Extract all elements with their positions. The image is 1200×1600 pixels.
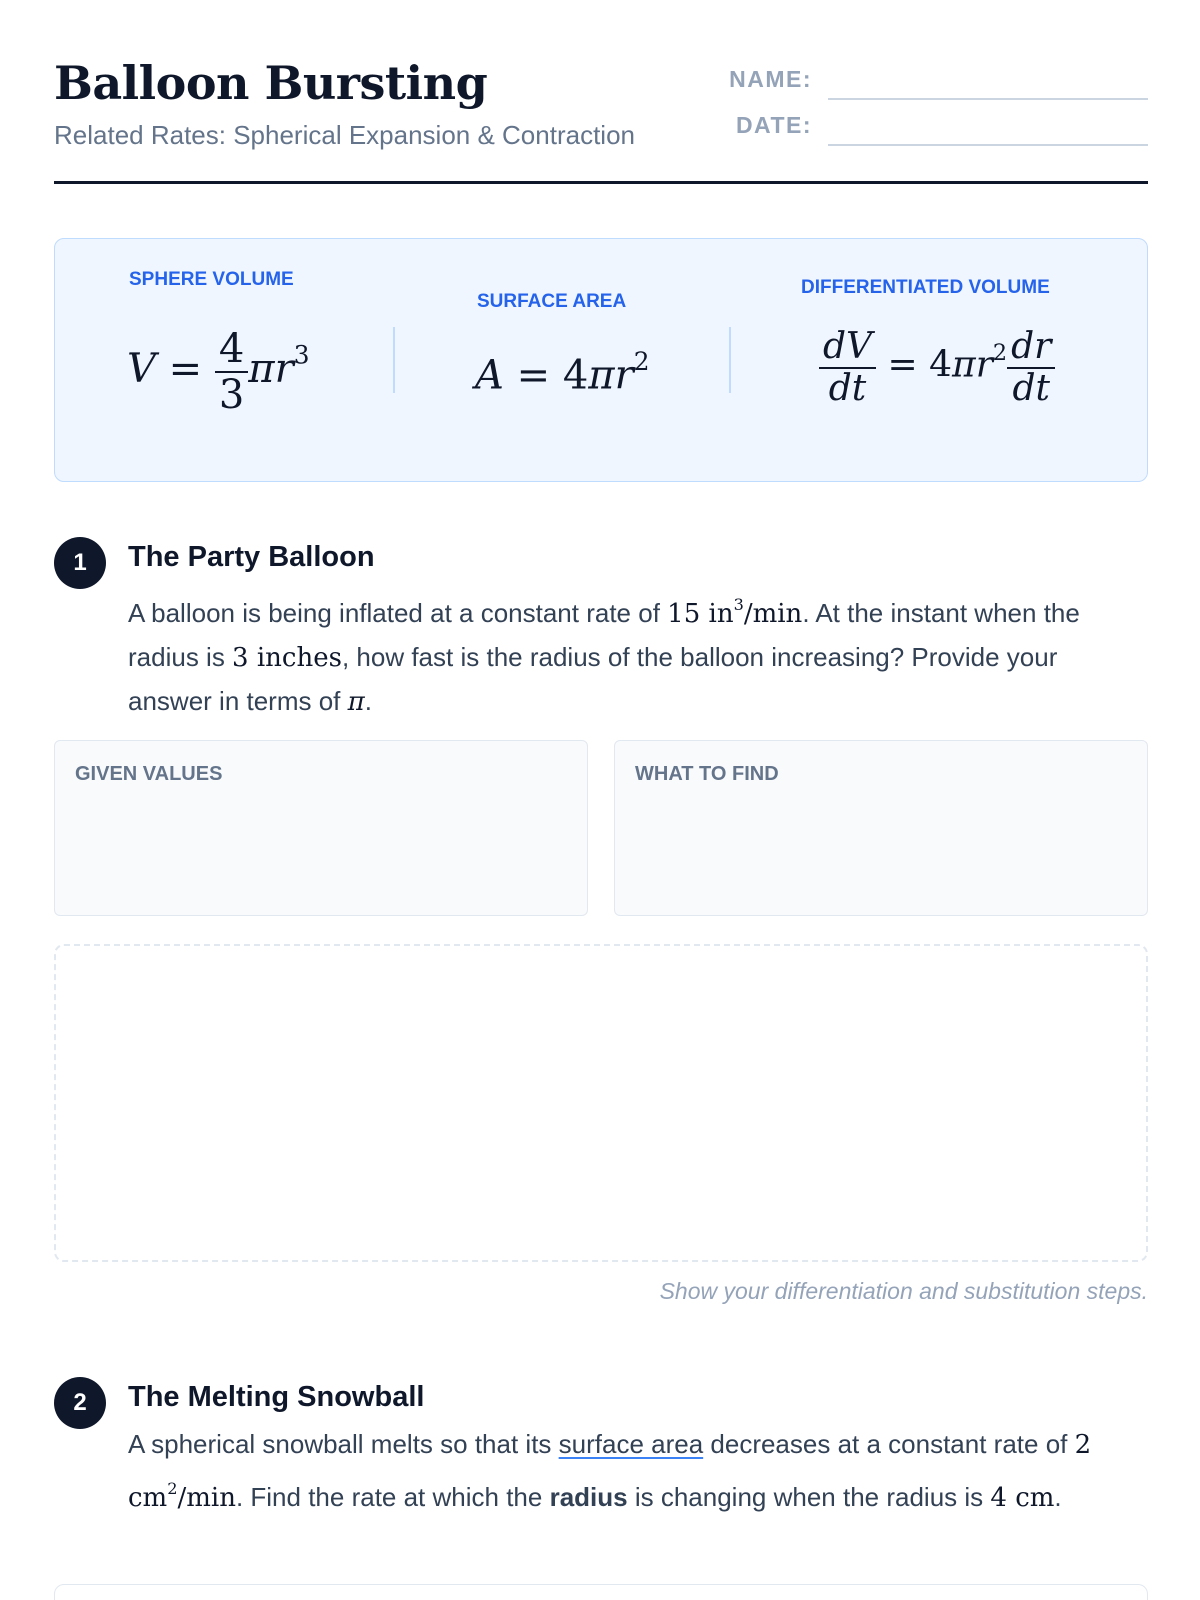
- bold-term: radius: [549, 1482, 628, 1513]
- page-title: Balloon Bursting: [54, 56, 488, 110]
- formula-label: SURFACE AREA: [477, 291, 627, 312]
- radius-value: 4: [990, 1483, 1007, 1514]
- problem-number-badge: 2: [54, 1377, 106, 1429]
- problem-text: , how fast is the radius of the balloon increasing? Provide your answer in terms of: [128, 642, 1058, 717]
- radius-unit: cm: [1015, 1483, 1055, 1514]
- formula-label: SPHERE VOLUME: [129, 269, 294, 290]
- differentiated-volume-equation: $\frac{dV}{dt}$ = $4\pi r^2$ $\frac{dr}{dt}$: [819, 327, 1055, 408]
- formula-sphere-volume: [55, 239, 395, 483]
- date-field[interactable]: [828, 108, 1148, 146]
- page-subtitle: Related Rates: Spherical Expansion & Contraction: [54, 120, 635, 150]
- worksheet-header: [54, 56, 1148, 184]
- what-to-find-label: WHAT TO FIND: [635, 763, 779, 785]
- rate-unit: cm: [128, 1483, 168, 1514]
- rate-per: /min: [743, 599, 803, 630]
- rate-exponent: 2: [167, 1479, 178, 1498]
- worksheet-page: [54, 0, 1148, 1600]
- problem-text: .: [1054, 1482, 1062, 1513]
- name-field[interactable]: [828, 62, 1148, 100]
- sphere-volume-equation: V = $\frac{4}{3}$ $\pi r^3$: [127, 326, 310, 418]
- problem-number-badge: 1: [54, 537, 106, 589]
- underlined-term: surface area: [558, 1429, 704, 1459]
- rate-per: /min: [177, 1483, 236, 1514]
- date-row: [714, 106, 1148, 146]
- work-area[interactable]: [54, 944, 1148, 1262]
- rate-value: 15: [667, 599, 701, 630]
- work-hint: Show your differentiation and substitution steps.: [659, 1278, 1148, 1304]
- problem-title: The Melting Snowball: [128, 1381, 425, 1413]
- problem-2-box[interactable]: [54, 1584, 1148, 1600]
- radius-value: 3: [232, 643, 249, 674]
- rate-unit: in: [708, 599, 734, 630]
- name-row: [714, 60, 1148, 100]
- what-to-find-box[interactable]: [614, 740, 1148, 916]
- problem-text: . At the instant when the radius is: [128, 598, 1080, 673]
- problem-text: is changing when the radius is: [627, 1482, 991, 1513]
- pi-symbol: π: [347, 687, 365, 718]
- rate-expression: [667, 595, 803, 630]
- problem-text: A spherical snowball melts so that its: [128, 1429, 559, 1459]
- problem-statement: [128, 583, 1138, 724]
- given-values-box[interactable]: [54, 740, 588, 916]
- problem-statement: [128, 1423, 1138, 1520]
- surface-area-equation: $A = 4\pi r^2$: [475, 347, 650, 399]
- problem-text: decreases at a constant rate of: [703, 1429, 1075, 1459]
- rate-value: 2: [1074, 1430, 1092, 1460]
- radius-expression: [990, 1483, 1054, 1513]
- radius-unit: inches: [256, 643, 342, 674]
- formula-reference-box: [54, 238, 1148, 482]
- problem-text: .: [364, 686, 372, 717]
- problem-title: The Party Balloon: [128, 541, 375, 573]
- formula-label: DIFFERENTIATED VOLUME: [801, 277, 1050, 298]
- name-label: NAME:: [729, 66, 812, 92]
- date-label: DATE:: [735, 112, 812, 138]
- radius-expression: [232, 643, 342, 673]
- problem-text: A balloon is being inflated at a constant rate of: [128, 598, 668, 629]
- problem-text: . Find the rate at which the: [235, 1482, 550, 1513]
- given-values-label: GIVEN VALUES: [75, 763, 223, 785]
- formula-differentiated-volume: [731, 239, 1149, 483]
- rate-exponent: 3: [733, 595, 744, 614]
- formula-surface-area: [395, 239, 731, 483]
